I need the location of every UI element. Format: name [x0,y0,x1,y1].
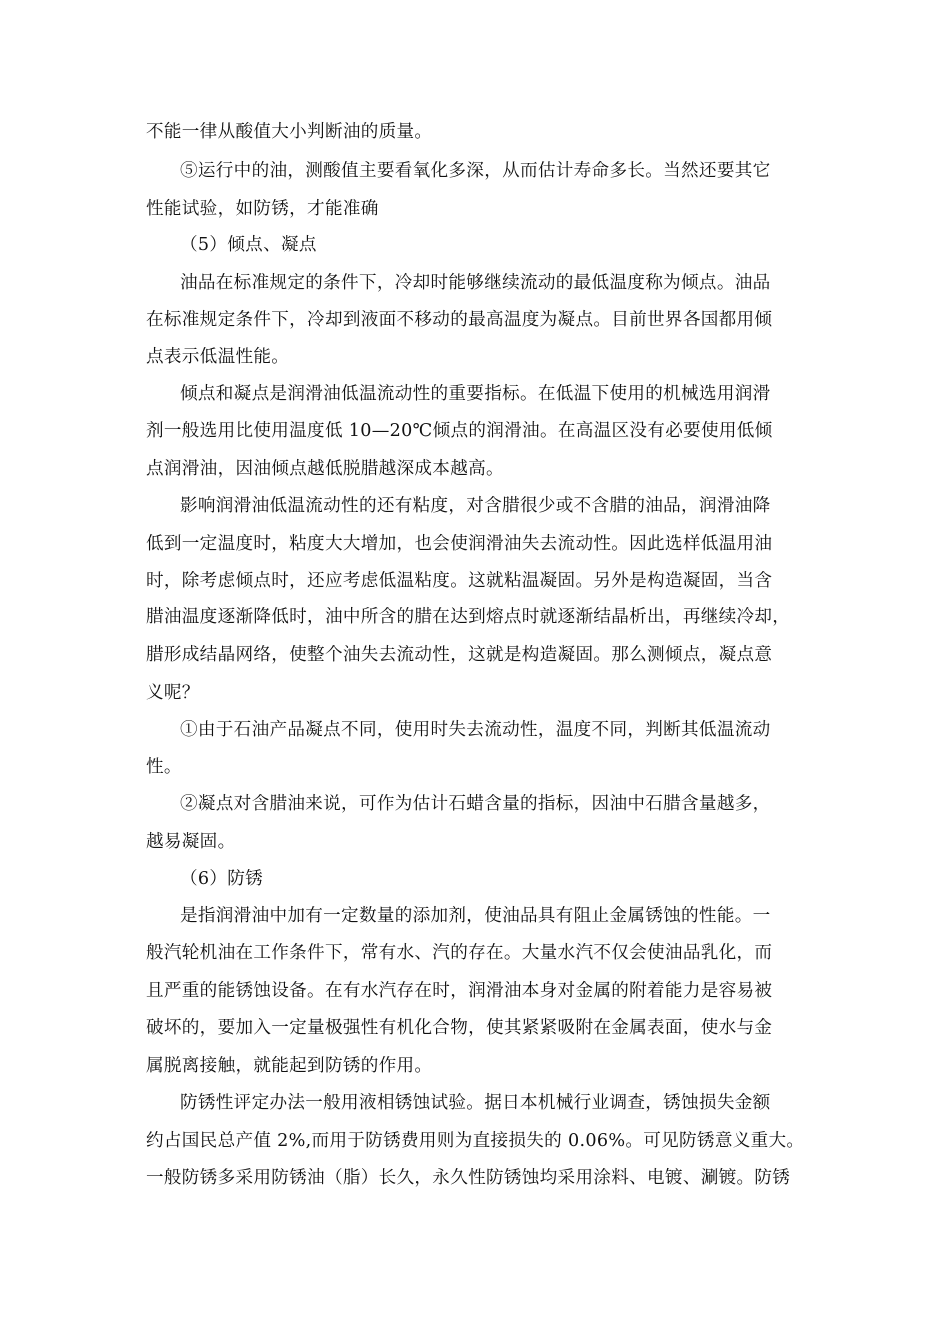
section-heading: （6）防锈 [180,869,264,889]
paragraph-line: 一般防锈多采用防锈油（脂）长久，永久性防锈蚀均采用涂料、电镀、涮镀。防锈 [146,1168,791,1188]
paragraph-line: 低到一定温度时，粘度大大增加，也会使润滑油失去流动性。因此选样低温用油 [146,534,773,554]
paragraph-line: 防锈性评定办法一般用液相锈蚀试验。据日本机械行业调查，锈蚀损失金额 [180,1093,771,1113]
paragraph-line: 且严重的能锈蚀设备。在有水汽存在时，润滑油本身对金属的附着能力是容易被 [146,981,773,1001]
paragraph-line: 义呢？ [146,683,200,703]
paragraph-line: 性。 [146,757,182,777]
paragraph-line: 影响润滑油低温流动性的还有粘度，对含腊很少或不含腊的油品，润滑油降 [180,496,771,516]
paragraph-line: 越易凝固。 [146,832,236,852]
paragraph-line: 时，除考虑倾点时，还应考虑低温粘度。这就粘温凝固。另外是构造凝固，当含 [146,571,773,591]
paragraph-line: 点润滑油，因油倾点越低脱腊越深成本越高。 [146,459,504,479]
paragraph-line: 油品在标准规定的条件下，冷却时能够继续流动的最低温度称为倾点。油品 [180,273,771,293]
paragraph-line: ⑤运行中的油，测酸值主要看氧化多深，从而估计寿命多长。当然还要其它 [180,161,771,181]
paragraph-line: 腊形成结晶网络，使整个油失去流动性，这就是构造凝固。那么测倾点，凝点意 [146,645,773,665]
paragraph-line: ②凝点对含腊油来说，可作为估计石蜡含量的指标，因油中石腊含量越多， [180,794,771,814]
paragraph-line: 腊油温度逐渐降低时，油中所含的腊在达到熔点时就逐渐结晶析出，再继续冷却， [146,607,791,627]
paragraph-line: 约占国民总产值 2%,而用于防锈费用则为直接损失的 0.06%。可见防锈意义重大。 [146,1131,805,1151]
paragraph-line: 倾点和凝点是润滑油低温流动性的重要指标。在低温下使用的机械选用润滑 [180,384,771,404]
paragraph-line: 剂一般选用比使用温度低 10—20℃倾点的润滑油。在高温区没有必要使用低倾 [146,421,773,441]
paragraph-line: 破坏的，要加入一定量极强性有机化合物，使其紧紧吸附在金属表面，使水与金 [146,1018,773,1038]
paragraph-line: 属脱离接触，就能起到防锈的作用。 [146,1056,433,1076]
paragraph-line: 性能试验，如防锈，才能准确 [146,199,379,219]
section-heading: （5）倾点、凝点 [180,235,317,255]
paragraph-line: 般汽轮机油在工作条件下，常有水、汽的存在。大量水汽不仅会使油品乳化，而 [146,943,773,963]
paragraph-line: 在标准规定条件下，冷却到液面不移动的最高温度为凝点。目前世界各国都用倾 [146,310,773,330]
paragraph-line: 点表示低温性能。 [146,347,290,367]
paragraph-line: 不能一律从酸值大小判断油的质量。 [146,122,433,142]
paragraph-line: 是指润滑油中加有一定数量的添加剂，使油品具有阻止金属锈蚀的性能。一 [180,906,771,926]
paragraph-line: ①由于石油产品凝点不同，使用时失去流动性，温度不同，判断其低温流动 [180,720,771,740]
